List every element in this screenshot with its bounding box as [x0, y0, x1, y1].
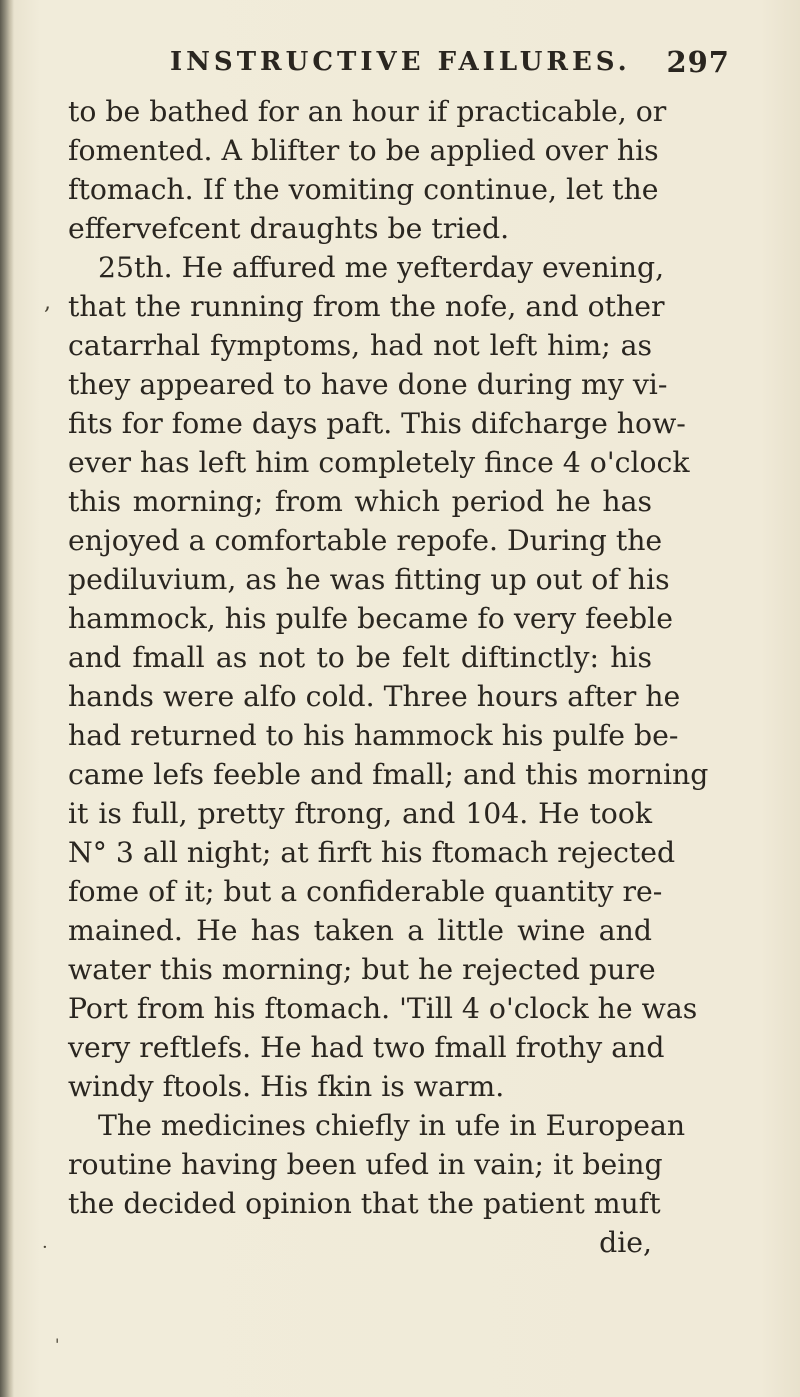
text-line: the decided opinion that the patient muft: [68, 1187, 661, 1220]
text-line: and fmall as not to be felt diftinctly: his: [68, 641, 652, 674]
page-number: 297: [666, 45, 730, 79]
text-line: hands were alfo cold. Three hours after he: [68, 680, 681, 713]
text-line: fits for fome days paft. This difcharge how-: [68, 407, 686, 440]
text-line: that the running from the nofe, and other: [68, 290, 665, 323]
page-gutter: [0, 0, 14, 1397]
text-line: Port from his ftomach. 'Till 4 o'clock he was: [68, 992, 698, 1025]
text-line: 25th. He affured me yefterday evening,: [98, 251, 665, 284]
text-line: had returned to his hammock his pulfe be-: [68, 719, 679, 752]
running-head: [170, 42, 730, 82]
ink-speck-icon: ': [55, 1335, 60, 1354]
text-line: it is full, pretty ftrong, and 104. He took: [68, 797, 652, 830]
text-line: to be bathed for an hour if practicable, or: [68, 95, 667, 128]
text-line: very reftlefs. He had two fmall frothy and: [68, 1031, 665, 1064]
text-line: hammock, his pulfe became fo very feeble: [68, 602, 673, 635]
text-line: fome of it; but a confiderable quantity re-: [68, 875, 663, 908]
text-line: catarrhal fymptoms, had not left him; as: [68, 329, 652, 362]
text-line: fomented. A blifter to be applied over his: [68, 134, 659, 167]
text-line: effervefcent draughts be tried.: [68, 212, 510, 245]
text-line: enjoyed a comfortable repofe. During the: [68, 524, 663, 557]
text-line: mained. He has taken a little wine and: [68, 914, 652, 947]
text-line: this morning; from which period he has: [68, 485, 652, 518]
text-line: came lefs feeble and fmall; and this morning: [68, 758, 709, 791]
running-head-title: INSTRUCTIVE FAILURES.: [170, 47, 631, 77]
text-line: ever has left him completely fince 4 o'clock: [68, 446, 690, 479]
text-line: The medicines chiefly in ufe in European: [98, 1109, 686, 1142]
text-line: routine having been ufed in vain; it being: [68, 1148, 663, 1181]
text-line: they appeared to have done during my vi-: [68, 368, 668, 401]
text-line: windy ftools. His fkin is warm.: [68, 1070, 505, 1103]
ink-speck-icon: ·: [42, 1237, 48, 1258]
catchword: die,: [599, 1226, 652, 1259]
text-line: pediluvium, as he was fitting up out of his: [68, 563, 670, 596]
text-line: N° 3 all night; at firft his ftomach rejected: [68, 836, 676, 869]
text-line: water this morning; but he rejected pure: [68, 953, 656, 986]
body-text: [68, 92, 709, 1262]
text-line: ftomach. If the vomiting continue, let the: [68, 173, 659, 206]
ink-speck-icon: ,: [44, 290, 51, 315]
